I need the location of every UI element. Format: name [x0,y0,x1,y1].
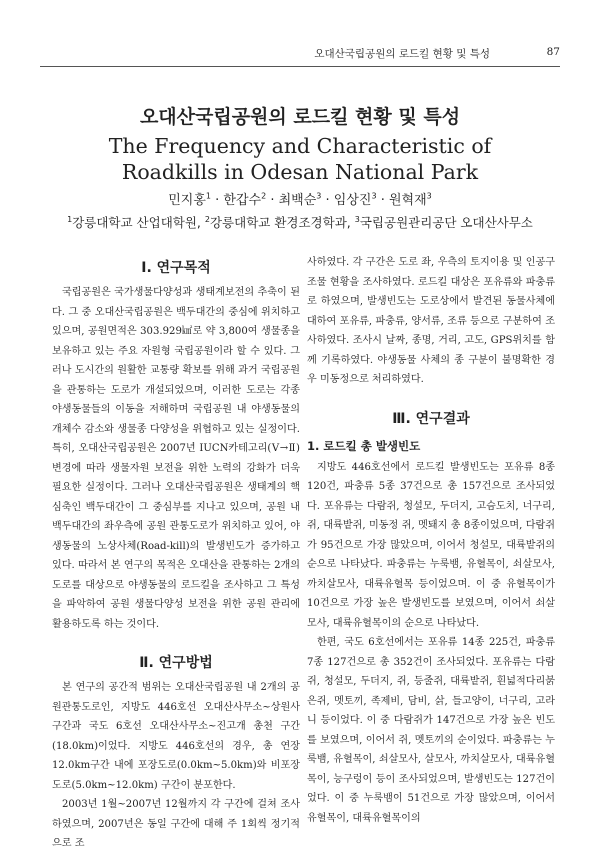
section-heading-purpose: Ⅰ. 연구목적 [141,260,211,276]
header-rule [40,66,560,67]
body-paragraph: 본 연구의 공간적 범위는 오대산국립공원 내 2개의 공원관통도로인, 지방도 446호선 오대산사무소~상원사 구간과 국도 6호선 오대산사무소~진고개 총천 구간(18.0km)이었다. 지방도 446호선의 경우, 총 연장 12.0km구간 내에 포장도로(0.0km~5.0km)와 비포장도로(5.0km~12.0km) 구간이 분포한다. [52,682,300,791]
body-paragraph: 국립공원은 국가생물다양성과 생태계보전의 추축이 된다. 그 중 오대산국립공원은 백두대간의 중심에 위치하고 있으며, 공원면적은 303.929㎢로 약 3,800여 생물종을 보유하고 있는 주요 자원형 국립공원이라 할 수 있다. 그러나 도시간의 원활한 교통량 확보를 위해 과거 국립공원을 관통하는 도로가 개설되었으며, 이러한 도로는 각종 야생동물들의 이동을 저해하며 국립공원 내 야생동물의 개체수 감소와 생물종 다양성을 위협하고 있는 실정이다. 특히, 오대산국립공원은 2007년 IUCN카테고리(Ⅴ→Ⅱ) 변경에 따라 생물자원 보전을 위한 노력의 강화가 더욱 필요한 실정이다. 그러나 오대산국립공원은 생태계의 핵심축인 백두대간이 그 중심부를 지나고 있으며, 공원 내 백두대간의 좌우측에 공원 관통도로가 위치하고 있어, 야생동물의 노상사체(Road-kill)의 발생빈도가 증가하고 있다. 따라서 본 연구의 목적은 오대산을 관통하는 2개의 도로를 대상으로 야생동물의 로드킬을 조사하고 그 특성을 파악하여 공원 생물다양성 보전을 위한 공원 관리에 활용하도록 하는 것이다. [52,287,300,630]
page-number: 87 [546,46,560,58]
body-paragraph: 지방도 446호선에서 로드킬 발생빈도는 포유류 8종 120건, 파충류 5종 37건으로 총 157건으로 조사되었다. 포유류는 다람쥐, 청설모, 두더지, 고슴도치, 너구리, 쥐, 대륙밭쥐, 미동정 쥐, 멧돼지 총 8종이었으며, 다람쥐가 95건으로 가장 많았으며, 이어서 청설모, 대륙밭쥐의 순으로 나타났다. 파충류는 누룩뱀, 유혈목이, 쇠살모사, 까치살모사, 대륙유혈목 등이었으며. 이 중 유혈목이가 10건으로 가장 높은 발생빈도를 보였으며, 이어서 쇠살모사, 대륙유혈목이의 순으로 나타났다. [307,461,555,629]
author-name: 최백순 [278,193,317,208]
title-english: The Frequency and Characteristic of Roadkills in Odesan National Park [108,134,492,184]
author-name: 민지홍 [168,193,206,208]
body-paragraph: 한편, 국도 6호선에서는 포유류 14종 225건, 파충류 7종 127건으로 총 352건이 조사되었다. 포유류는 다람쥐, 청설모, 두더지, 쥐, 등줄쥐, 대륙밭쥐, 흰넓적다리붉은쥐, 멧토끼, 족제비, 담비, 삵, 들고양이, 너구리, 고라니 등이었다. 이 중 다람쥐가 147건으로 가장 높은 빈도를 보였으며, 이어서 쥐, 멧토끼의 순이었다. 파충류는 누룩뱀, 유혈목이, 쇠살모사, 살모사, 까치살모사, 대륙유혈목이, 능구렁이 등이 조사되었으며, 발생빈도는 127건이었다. 이 중 누룩뱀이 51건으로 가장 많았으며, 이어서 유혈목이, 대륙유혈목이의 [307,637,555,824]
right-column [307,253,555,828]
section-heading-methods: Ⅱ. 연구방법 [139,655,213,671]
running-header [40,46,560,64]
body-paragraph: 2003년 1월~2007년 12월까지 각 구간에 걸쳐 조사하였으며, 2007년은 동일 구간에 대해 주 1회씩 정기적으로 조 [52,799,300,849]
running-title: 오대산국립공원의 로드킬 현황 및 특성 [314,48,490,60]
affil-mark: 1 [67,214,73,224]
left-column [52,253,300,854]
affiliation: 강릉대학교 환경조경학과, [209,215,351,230]
author-affil-mark: 3 [371,191,377,201]
affil-mark: 2 [204,214,210,224]
subsection-heading: 1. 로드킬 총 발생빈도 [307,438,421,453]
author-affil-mark: 1 [205,191,212,201]
author-list: 민지홍$^1$ · 한갑수$^2$ · 최백순$^3$ · 임상진$^3$ · 원혁재$^3$ [168,191,432,208]
affiliation: 강릉대학교 산업대학원, [72,215,201,230]
body-paragraph: 사하였다. 각 구간은 도로 좌, 우측의 토지이용 및 인공구조물 현황을 조사하였다. 로드킬 대상은 포유류와 파충류로 하였으며, 발생빈도는 도로상에서 발견된 동물사체에 대하여 포유류, 파충류, 양서류, 조류 등으로 구분하여 조사하였다. 조사시 날짜, 종명, 거리, 고도, GPS위치를 함께 기록하였다. 야생동물 사체의 종 구분이 불명확한 경우 미동정으로 처리하였다. [307,257,555,385]
affil-mark: 3 [354,214,360,224]
author-name: 임상진 [333,193,372,208]
author-affil-mark: 3 [426,191,432,201]
author-name: 한갑수 [223,193,262,208]
title-korean: 오대산국립공원의 로드킬 현황 및 특성 [139,106,461,128]
author-affil-mark: 3 [316,191,322,201]
section-heading-results: Ⅲ. 연구결과 [392,410,470,427]
affiliation: 국립공원관리공단 오대산사무소 [359,215,533,230]
author-affil-mark: 2 [261,191,267,201]
affiliation-list [0,213,600,231]
author-name: 원혁재 [388,193,427,208]
